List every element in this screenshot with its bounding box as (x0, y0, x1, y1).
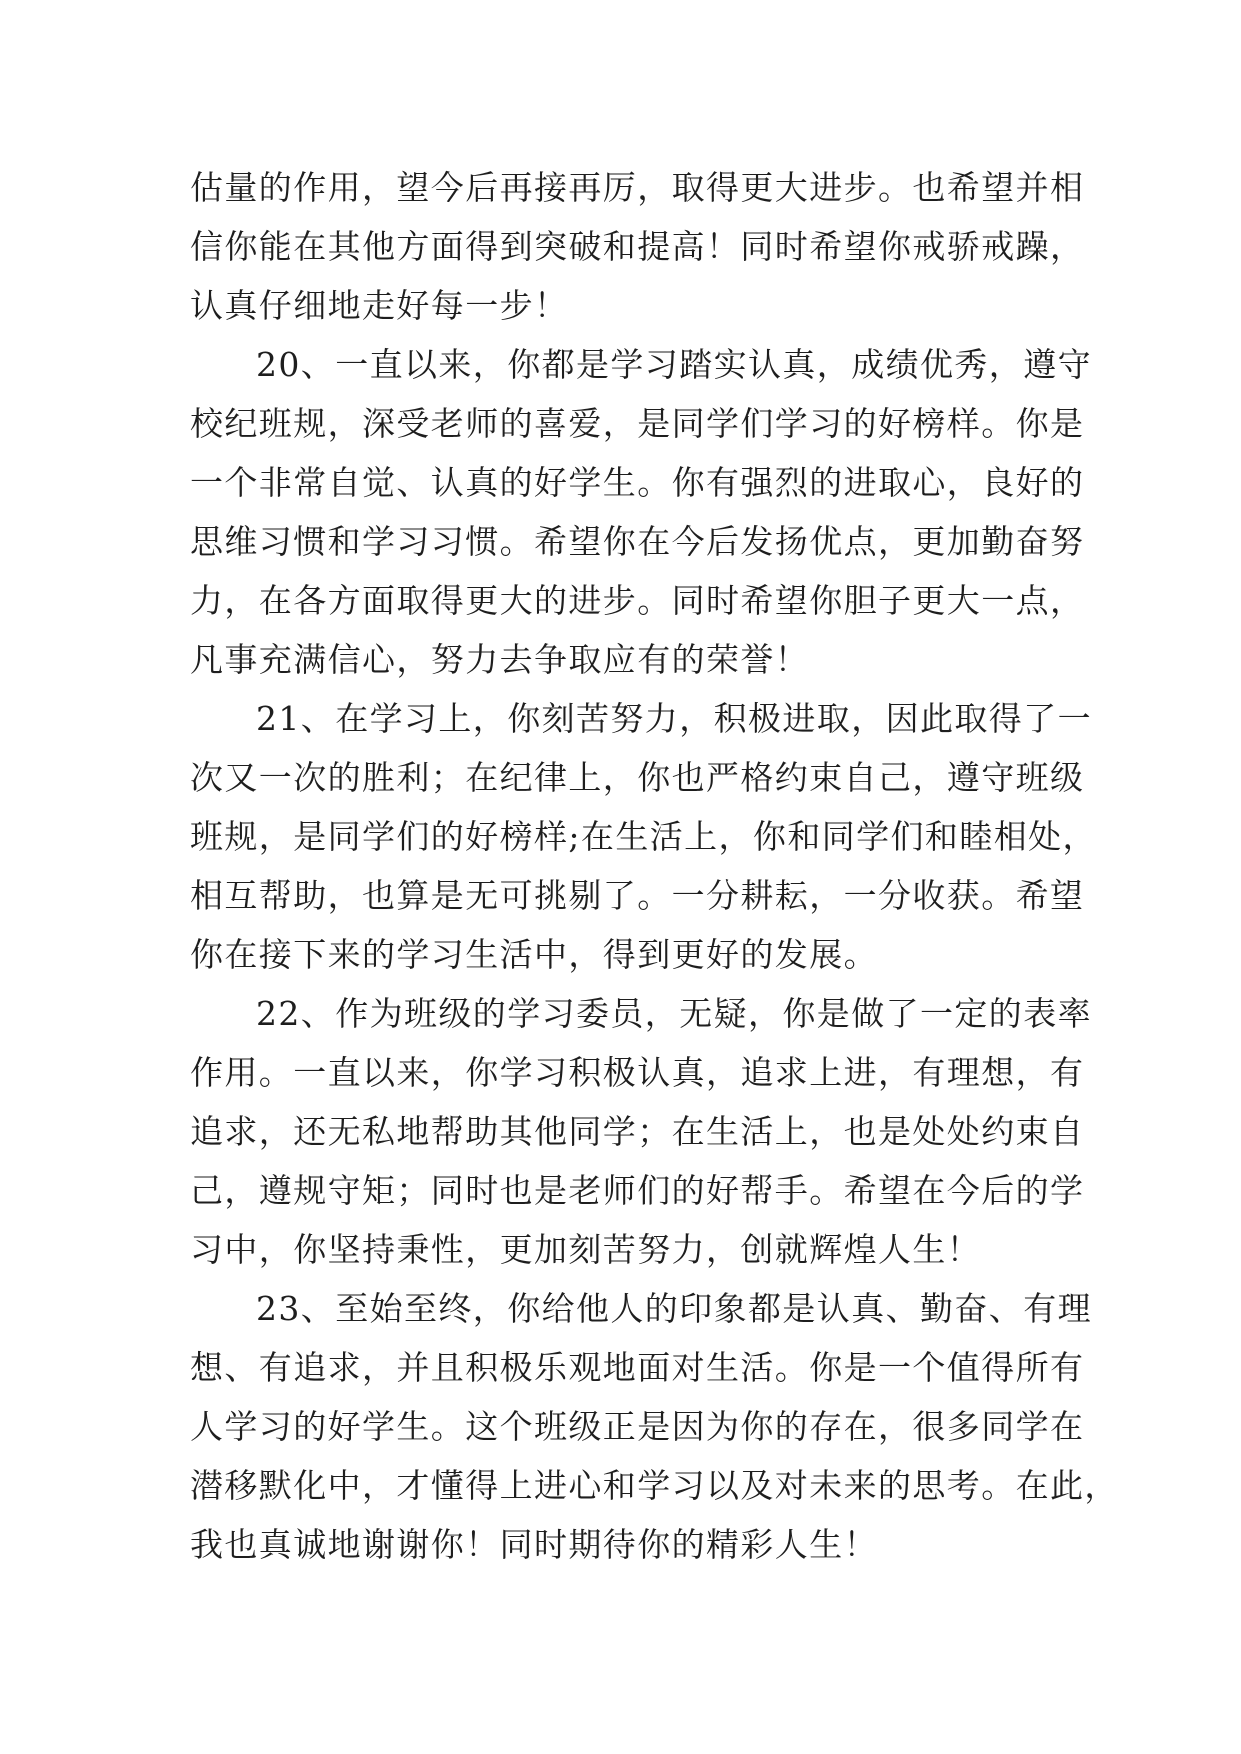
paragraph-20 (190, 335, 1092, 689)
text-line: 力，在各方面取得更大的进步。同时希望你胆子更大一点， (190, 581, 1085, 620)
text-line: 23、至始至终，你给他人的印象都是认真、勤奋、有理 (256, 1289, 1092, 1328)
paragraph-23 (190, 1279, 1119, 1574)
paragraph-21 (190, 689, 1097, 984)
text-line: 思维习惯和学习习惯。希望你在今后发扬优点，更加勤奋努 (190, 522, 1085, 561)
paragraph-22 (190, 984, 1092, 1279)
text-line: 22、作为班级的学习委员，无疑，你是做了一定的表率 (256, 994, 1092, 1033)
text-line: 想、有追求，并且积极乐观地面对生活。你是一个值得所有 (190, 1348, 1085, 1387)
text-line: 次又一次的胜利；在纪律上，你也严格约束自己，遵守班级 (190, 758, 1085, 797)
text-line: 相互帮助，也算是无可挑剔了。一分耕耘，一分收获。希望 (190, 876, 1085, 915)
text-line: 潜移默化中，才懂得上进心和学习以及对未来的思考。在此， (190, 1466, 1119, 1505)
text-line: 追求，还无私地帮助其他同学；在生活上，也是处处约束自 (190, 1112, 1085, 1151)
text-line: 认真仔细地走好每一步！ (190, 286, 569, 325)
text-line: 信你能在其他方面得到突破和提高！同时希望你戒骄戒躁， (190, 227, 1085, 266)
text-line: 校纪班规，深受老师的喜爱，是同学们学习的好榜样。你是 (190, 404, 1085, 443)
text-line: 21、在学习上，你刻苦努力，积极进取，因此取得了一 (256, 699, 1092, 738)
text-line: 己，遵规守矩；同时也是老师们的好帮手。希望在今后的学 (190, 1171, 1085, 1210)
document-body (190, 158, 1119, 1574)
text-line: 习中，你坚持秉性，更加刻苦努力，创就辉煌人生！ (190, 1230, 982, 1269)
text-line: 我也真诚地谢谢你！同时期待你的精彩人生！ (190, 1525, 878, 1564)
text-line: 20、一直以来，你都是学习踏实认真，成绩优秀，遵守 (256, 345, 1092, 384)
text-line: 人学习的好学生。这个班级正是因为你的存在，很多同学在 (190, 1407, 1085, 1446)
paragraph-continuation (190, 158, 1085, 335)
text-line: 估量的作用，望今后再接再厉，取得更大进步。也希望并相 (190, 168, 1085, 207)
text-line: 一个非常自觉、认真的好学生。你有强烈的进取心，良好的 (190, 463, 1085, 502)
text-line: 凡事充满信心，努力去争取应有的荣誉！ (190, 640, 810, 679)
text-line: 作用。一直以来，你学习积极认真，追求上进，有理想，有 (190, 1053, 1085, 1092)
text-line: 班规，是同学们的好榜样;在生活上，你和同学们和睦相处， (190, 817, 1097, 856)
text-line: 你在接下来的学习生活中，得到更好的发展。 (190, 935, 878, 974)
